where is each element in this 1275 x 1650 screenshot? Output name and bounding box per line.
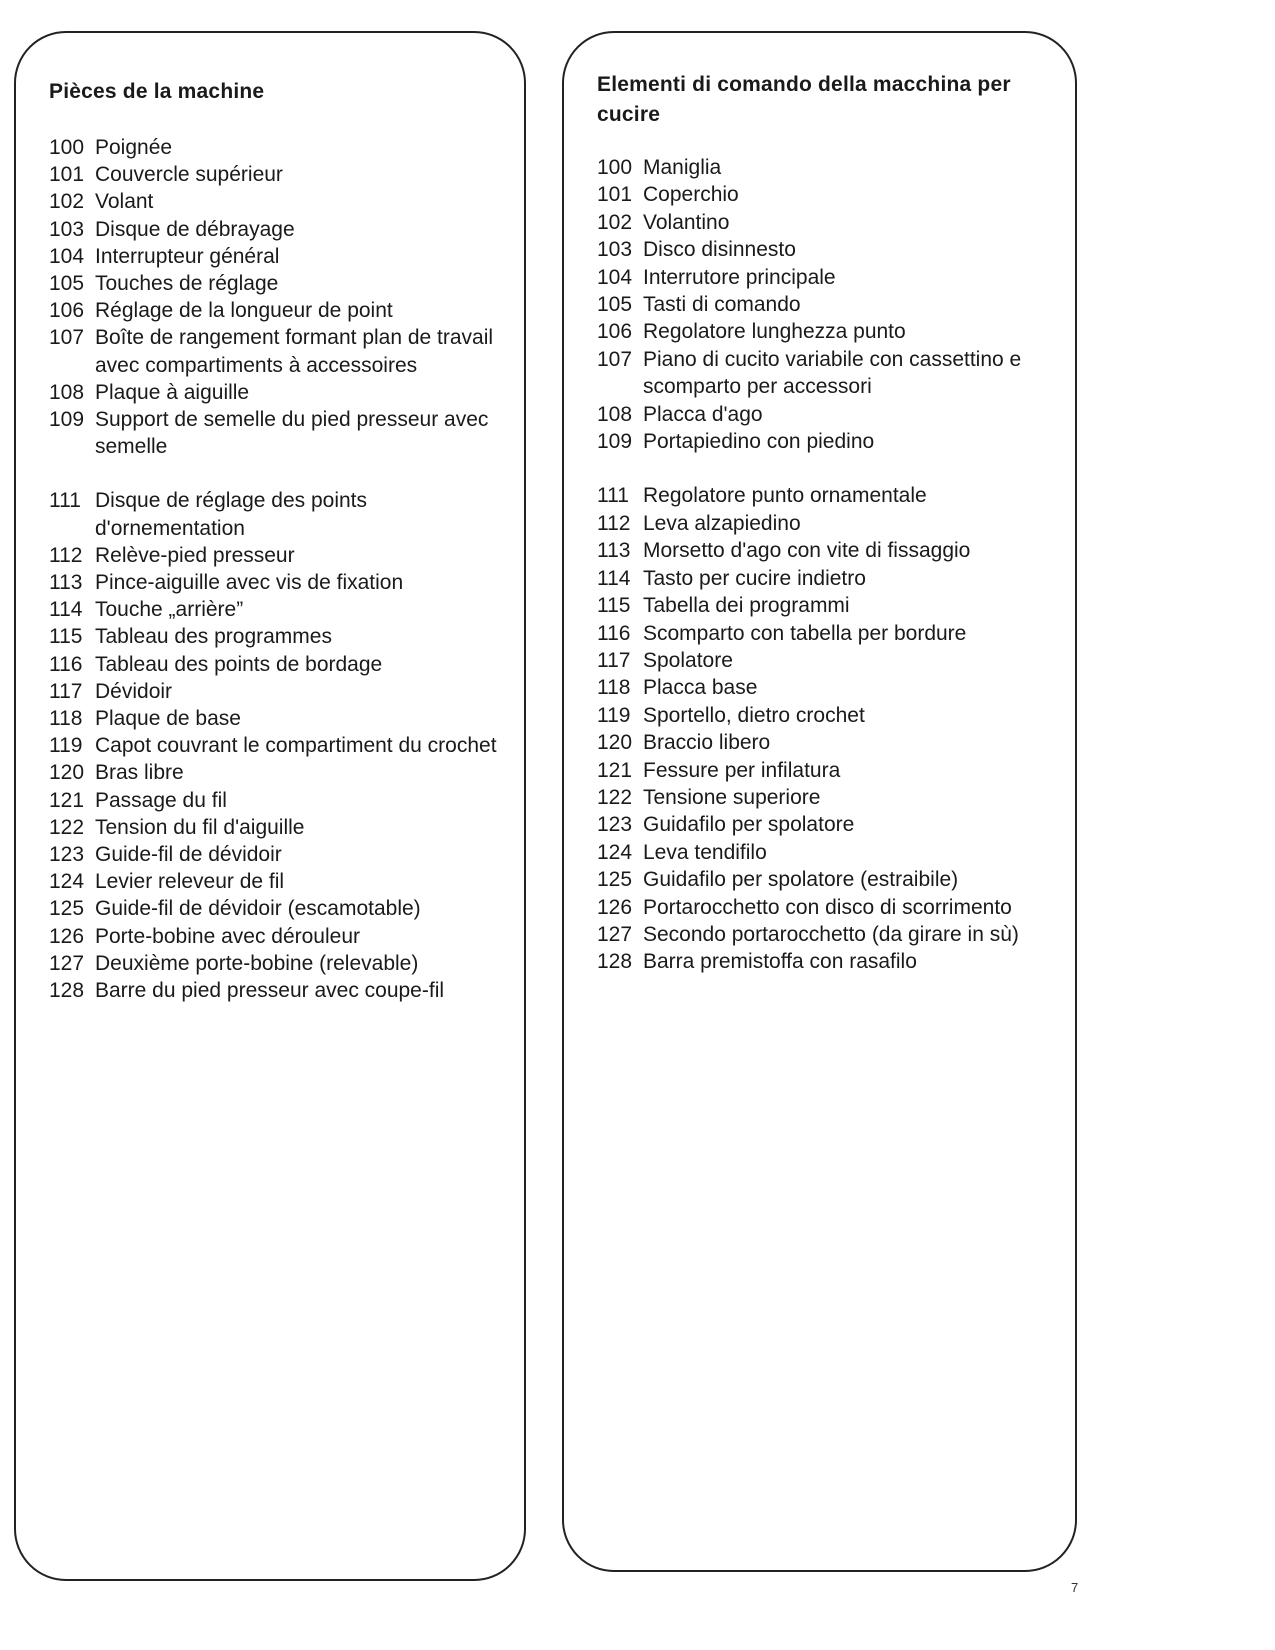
item-number: 102 bbox=[597, 210, 633, 234]
list-item bbox=[597, 401, 1072, 428]
item-label: Boîte de rangement formant plan de travail avec compartiments à accessoires bbox=[95, 326, 494, 377]
list-item bbox=[597, 537, 1072, 564]
item-number: 108 bbox=[597, 402, 633, 426]
item-number: 121 bbox=[49, 788, 85, 812]
item-number: 112 bbox=[597, 511, 631, 535]
list-item bbox=[49, 895, 519, 922]
list-item bbox=[597, 674, 1072, 701]
item-number: 106 bbox=[597, 320, 633, 344]
item-number: 101 bbox=[49, 163, 85, 187]
item-number: 126 bbox=[597, 895, 633, 919]
list-item bbox=[597, 894, 1072, 921]
list-item bbox=[49, 243, 519, 270]
item-number: 115 bbox=[597, 594, 631, 618]
item-number: 109 bbox=[49, 408, 85, 432]
item-number: 105 bbox=[49, 272, 85, 296]
item-label: Volantino bbox=[643, 210, 730, 234]
item-label: Porte-bobine avec dérouleur bbox=[95, 924, 361, 948]
list-item bbox=[49, 950, 519, 977]
list-item bbox=[597, 702, 1072, 729]
item-label: Tableau des points de bordage bbox=[95, 652, 383, 676]
list-item bbox=[49, 542, 519, 569]
list-item bbox=[49, 297, 519, 324]
item-label: Guide-fil de dévidoir (escamotable) bbox=[95, 897, 421, 921]
item-label: Disco disinnesto bbox=[643, 238, 796, 262]
item-number: 106 bbox=[49, 299, 85, 323]
item-number: 114 bbox=[597, 566, 631, 590]
list-item bbox=[49, 216, 519, 243]
list-item bbox=[49, 732, 519, 759]
item-label: Support de semelle du pied presseur avec semelle bbox=[95, 408, 489, 459]
page-number: 7 bbox=[1071, 1580, 1079, 1595]
item-number: 104 bbox=[597, 265, 633, 289]
item-number: 116 bbox=[49, 652, 83, 676]
list-item bbox=[49, 324, 519, 378]
list-item bbox=[597, 181, 1072, 208]
item-number: 101 bbox=[597, 183, 633, 207]
list-item bbox=[597, 264, 1072, 291]
item-number: 100 bbox=[49, 136, 85, 159]
item-number: 128 bbox=[597, 950, 633, 974]
item-label: Placca d'ago bbox=[643, 402, 763, 426]
list-item bbox=[49, 868, 519, 895]
item-number: 108 bbox=[49, 380, 85, 404]
item-label: Regolatore punto ornamentale bbox=[643, 484, 927, 508]
list-item bbox=[49, 487, 519, 541]
item-number: 112 bbox=[49, 543, 83, 567]
list-item bbox=[597, 921, 1072, 948]
item-number: 103 bbox=[597, 238, 633, 262]
item-number: 119 bbox=[597, 703, 631, 727]
item-label: Plaque de base bbox=[95, 707, 241, 731]
italian-panel-title: Elementi di comando della macchina per cucire bbox=[597, 73, 1011, 126]
item-number: 125 bbox=[49, 897, 85, 921]
item-label: Tasti di comando bbox=[643, 293, 801, 317]
item-label: Tableau des programmes bbox=[95, 625, 332, 649]
item-label: Couvercle supérieur bbox=[95, 163, 283, 187]
item-number: 107 bbox=[49, 326, 85, 350]
item-label: Disque de réglage des points d'ornementation bbox=[95, 489, 368, 540]
list-item bbox=[49, 569, 519, 596]
list-item bbox=[49, 705, 519, 732]
list-item bbox=[49, 596, 519, 623]
item-number: 122 bbox=[597, 785, 633, 809]
list-item bbox=[597, 318, 1072, 345]
item-number: 116 bbox=[597, 621, 631, 645]
item-label: Levier releveur de fil bbox=[95, 870, 285, 894]
item-label: Passage du fil bbox=[95, 788, 227, 812]
item-label: Barre du pied presseur avec coupe-fil bbox=[95, 979, 445, 1003]
item-label: Guidafilo per spolatore bbox=[643, 813, 855, 837]
item-number: 123 bbox=[597, 813, 633, 837]
list-item bbox=[597, 948, 1072, 975]
item-number: 127 bbox=[49, 951, 85, 975]
list-item bbox=[597, 839, 1072, 866]
list-item bbox=[49, 678, 519, 705]
list-item bbox=[597, 510, 1072, 537]
list-item bbox=[49, 379, 519, 406]
item-label: Guide-fil de dévidoir bbox=[95, 843, 282, 867]
item-number: 118 bbox=[597, 676, 631, 700]
italian-parts-list bbox=[597, 154, 1072, 976]
item-label: Coperchio bbox=[643, 183, 739, 207]
item-label: Tensione superiore bbox=[643, 785, 821, 809]
list-item bbox=[49, 651, 519, 678]
item-number: 117 bbox=[49, 679, 83, 703]
italian-parts-panel bbox=[562, 31, 1077, 1572]
item-label: Regolatore lunghezza punto bbox=[643, 320, 906, 344]
french-parts-list bbox=[49, 134, 519, 1004]
item-label: Morsetto d'ago con vite di fissaggio bbox=[643, 539, 971, 563]
list-item bbox=[597, 757, 1072, 784]
item-label: Maniglia bbox=[643, 156, 722, 179]
item-number: 114 bbox=[49, 598, 83, 622]
item-label: Bras libre bbox=[95, 761, 184, 785]
item-label: Plaque à aiguille bbox=[95, 380, 250, 404]
list-item bbox=[597, 811, 1072, 838]
list-item bbox=[597, 647, 1072, 674]
item-number: 109 bbox=[597, 430, 633, 454]
item-label: Fessure per infilatura bbox=[643, 758, 841, 782]
item-number: 121 bbox=[597, 758, 633, 782]
list-item bbox=[49, 406, 519, 460]
item-label: Tasto per cucire indietro bbox=[643, 566, 866, 590]
item-label: Placca base bbox=[643, 676, 758, 700]
item-number: 124 bbox=[597, 840, 633, 864]
list-item bbox=[597, 866, 1072, 893]
item-number: 127 bbox=[597, 922, 633, 946]
item-number: 119 bbox=[49, 734, 83, 758]
item-label: Interrutore principale bbox=[643, 265, 836, 289]
list-item bbox=[49, 977, 519, 1004]
item-number: 128 bbox=[49, 979, 85, 1003]
item-label: Secondo portarocchetto (da girare in sù) bbox=[643, 922, 1019, 946]
list-item bbox=[597, 729, 1072, 756]
item-label: Leva tendifilo bbox=[643, 840, 767, 864]
item-number: 120 bbox=[597, 731, 633, 755]
item-number: 107 bbox=[597, 347, 633, 371]
item-label: Scomparto con tabella per bordure bbox=[643, 621, 967, 645]
item-number: 122 bbox=[49, 815, 85, 839]
list-item bbox=[597, 620, 1072, 647]
list-item bbox=[597, 482, 1072, 509]
item-label: Touche „arrière” bbox=[95, 598, 244, 622]
list-item bbox=[49, 623, 519, 650]
item-number: 105 bbox=[597, 293, 633, 317]
list-item bbox=[597, 346, 1072, 401]
item-label: Braccio libero bbox=[643, 731, 771, 755]
item-label: Guidafilo per spolatore (estraibile) bbox=[643, 868, 959, 892]
list-item bbox=[49, 841, 519, 868]
item-label: Interrupteur général bbox=[95, 244, 280, 268]
item-label: Touches de réglage bbox=[95, 272, 279, 296]
item-label: Portapiedino con piedino bbox=[643, 430, 875, 454]
item-label: Portarocchetto con disco di scorrimento bbox=[643, 895, 1012, 919]
item-number: 125 bbox=[597, 868, 633, 892]
list-item bbox=[597, 209, 1072, 236]
item-number: 111 bbox=[49, 489, 81, 513]
list-item bbox=[49, 188, 519, 215]
item-label: Réglage de la longueur de point bbox=[95, 299, 393, 323]
french-parts-panel bbox=[14, 31, 526, 1581]
list-item bbox=[597, 236, 1072, 263]
item-number: 115 bbox=[49, 625, 83, 649]
item-label: Deuxième porte-bobine (relevable) bbox=[95, 951, 419, 975]
item-label: Relève-pied presseur bbox=[95, 543, 295, 567]
list-item bbox=[597, 784, 1072, 811]
item-label: Tension du fil d'aiguille bbox=[95, 815, 305, 839]
item-number: 113 bbox=[49, 571, 83, 595]
item-number: 123 bbox=[49, 843, 85, 867]
item-label: Dévidoir bbox=[95, 679, 173, 703]
list-item bbox=[49, 759, 519, 786]
list-item bbox=[597, 565, 1072, 592]
french-panel-title: Pièces de la machine bbox=[49, 80, 265, 103]
item-number: 126 bbox=[49, 924, 85, 948]
list-item bbox=[49, 787, 519, 814]
list-item bbox=[49, 923, 519, 950]
item-number: 113 bbox=[597, 539, 631, 563]
item-number: 117 bbox=[597, 648, 631, 672]
item-label: Tabella dei programmi bbox=[643, 594, 850, 618]
item-label: Poignée bbox=[95, 136, 173, 159]
item-number: 103 bbox=[49, 217, 85, 241]
item-label: Barra premistoffa con rasafilo bbox=[643, 950, 917, 974]
item-number: 124 bbox=[49, 870, 85, 894]
item-number: 118 bbox=[49, 707, 83, 731]
item-label: Pince-aiguille avec vis de fixation bbox=[95, 571, 404, 595]
item-label: Piano di cucito variabile con cassettino e scomparto per accessori bbox=[643, 347, 1022, 399]
item-number: 111 bbox=[597, 484, 629, 508]
list-item bbox=[49, 161, 519, 188]
list-item bbox=[49, 270, 519, 297]
item-number: 104 bbox=[49, 244, 85, 268]
item-number: 100 bbox=[597, 156, 633, 179]
list-item bbox=[597, 592, 1072, 619]
item-number: 102 bbox=[49, 190, 85, 214]
item-label: Spolatore bbox=[643, 648, 733, 672]
item-label: Leva alzapiedino bbox=[643, 511, 801, 535]
item-label: Capot couvrant le compartiment du crochet bbox=[95, 734, 497, 758]
item-label: Disque de débrayage bbox=[95, 217, 295, 241]
list-item bbox=[597, 154, 1072, 181]
item-label: Volant bbox=[95, 190, 154, 214]
list-item bbox=[49, 814, 519, 841]
list-item bbox=[597, 428, 1072, 455]
item-number: 120 bbox=[49, 761, 85, 785]
list-item bbox=[49, 134, 519, 161]
list-item bbox=[597, 291, 1072, 318]
item-label: Sportello, dietro crochet bbox=[643, 703, 865, 727]
